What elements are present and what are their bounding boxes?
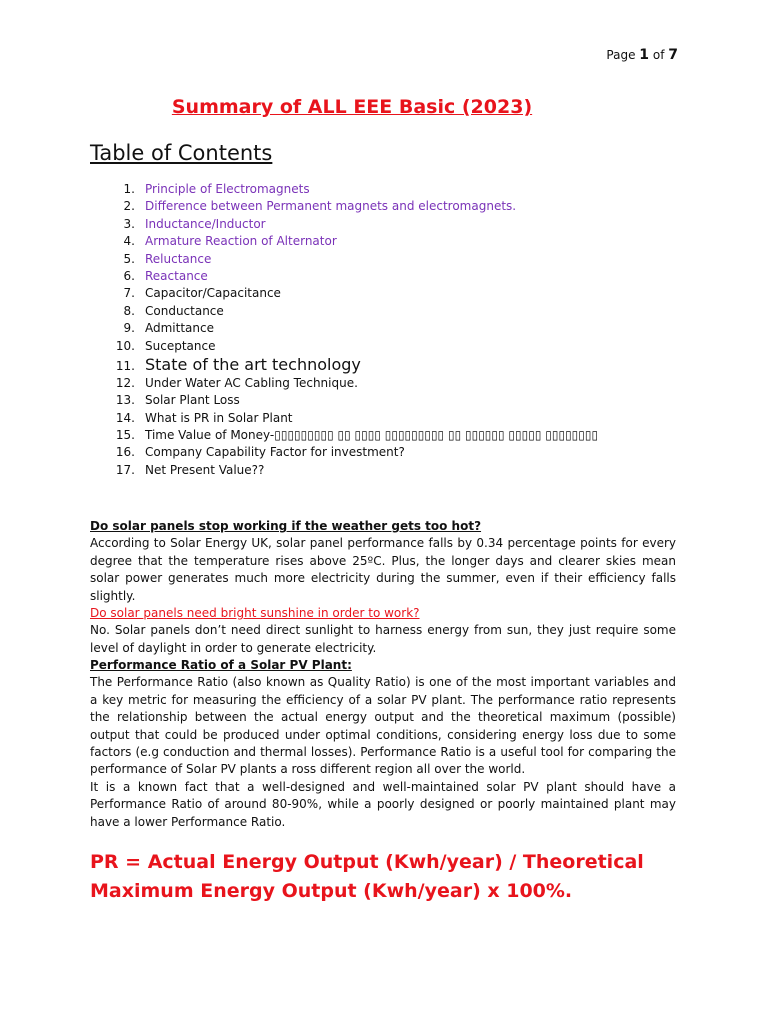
toc-item-label: Solar Plant Loss [145,393,240,408]
solar-hot-question: Do solar panels stop working if the weather gets too hot? [90,519,482,533]
document-title: Summary of ALL EEE Basic (2023) [171,96,533,118]
solar-hot-section [90,518,676,657]
table-of-contents [90,181,598,479]
toc-item [90,285,598,302]
page-current: 1 [639,47,650,63]
page-number [606,47,678,63]
pr-paragraph-2: It is a known fact that a well-designed and well-maintained solar PV plant should have a Performance Ratio of around 80-90%, while a poorly designed or poorly maintained plant may have a lower Performance Ratio. [90,779,676,829]
toc-item-label[interactable]: Reluctance [145,251,212,266]
pr-formula: PR = Actual Energy Output (Kwh/year) / Theoretical Maximum Energy Output (Kwh/year) x 100%. [90,851,644,902]
toc-item-label: State of the art technology [145,354,361,374]
toc-item-number: 5. [123,251,135,266]
toc-item [90,410,598,427]
toc-item[interactable] [90,216,598,233]
toc-item[interactable] [90,268,598,285]
toc-item-label[interactable]: Difference between Permanent magnets and electromagnets. [145,199,517,214]
toc-item-number: 7. [123,286,135,301]
toc-item-number: 10. [115,338,135,353]
toc-item-label: Conductance [145,303,224,318]
toc-item[interactable] [90,251,598,268]
toc-item-number: 12. [115,375,135,390]
page-total: 7 [668,47,678,63]
toc-item-number: 17. [115,462,135,477]
toc-item-label[interactable]: Principle of Electromagnets [145,182,310,196]
toc-item [90,338,598,355]
pr-paragraph-1: The Performance Ratio (also known as Quality Ratio) is one of the most important variables and a key metric for measuring the efficiency of a solar PV plant. The performance ratio represents the relationship between the actual energy output and the theoretical maximum (possible) output that could be produced under optimal conditions, considering energy loss due to some factors (e.g conduction and thermal losses). Performance Ratio is a useful tool for comparing the performance of Solar PV plants a ross different region all over the world. [90,675,676,777]
toc-item-label: Under Water AC Cabling Technique. [145,375,358,390]
toc-item-label: Company Capability Factor for investment? [145,445,405,460]
toc-item[interactable] [90,198,598,215]
toc-item-number: 13. [115,393,135,408]
performance-ratio-section [90,657,676,831]
toc-item-number: 9. [123,321,135,336]
toc-item-number: 1. [123,182,135,196]
solar-hot-answer: According to Solar Energy UK, solar panel performance falls by 0.34 percentage points for every degree that the temperature rises above 25ºC. Plus, the longer days and clearer skies mean solar power generates much more electricity during the summer, even if their efficiency falls slightly. [90,536,676,603]
toc-item [90,303,598,320]
toc-item [90,462,598,479]
toc-item [90,392,598,409]
toc-item-label: Admittance [145,321,214,336]
page-of: of [649,48,669,62]
toc-item [90,427,598,444]
toc-item-label: Capacitor/Capacitance [145,286,281,301]
toc-item-label[interactable]: Reactance [145,268,208,283]
toc-item[interactable] [90,233,598,250]
toc-item-number: 3. [123,216,135,231]
toc-item [90,444,598,461]
toc-item-number: 16. [115,445,135,460]
toc-item-number: 11. [115,358,135,373]
toc-item-label: Time Value of Money-▯▯▯▯▯▯▯▯▯ ▯▯ ▯▯▯▯ ▯▯▯▯▯▯▯▯▯ ▯▯ ▯▯▯▯▯▯ ▯▯▯▯▯ ▯▯▯▯▯▯▯▯ [145,428,599,443]
toc-item-number: 4. [123,234,135,249]
sunshine-question-link[interactable]: Do solar panels need bright sunshine in order to work? [90,606,420,621]
toc-item [90,320,598,337]
toc-item-number: 8. [123,303,135,318]
toc-item-label: Suceptance [145,338,216,353]
pr-heading: Performance Ratio of a Solar PV Plant: [90,658,352,672]
sunshine-answer: No. Solar panels don’t need direct sunlight to harness energy from sun, they just require some level of daylight in order to generate electricity. [90,623,676,655]
toc-item-label[interactable]: Armature Reaction of Alternator [145,234,337,249]
toc-item-number: 6. [123,268,135,283]
toc-item-number: 15. [115,428,135,443]
toc-heading: Table of Contents [90,141,273,165]
page-prefix: Page [606,48,640,62]
toc-item-label: Net Present Value?? [145,462,265,477]
toc-item-label: What is PR in Solar Plant [145,410,293,425]
toc-item[interactable] [90,181,598,198]
toc-item [90,355,598,375]
toc-item-number: 2. [123,199,135,214]
toc-item-number: 14. [115,410,135,425]
toc-item-label[interactable]: Inductance/Inductor [145,216,266,231]
toc-item [90,375,598,392]
